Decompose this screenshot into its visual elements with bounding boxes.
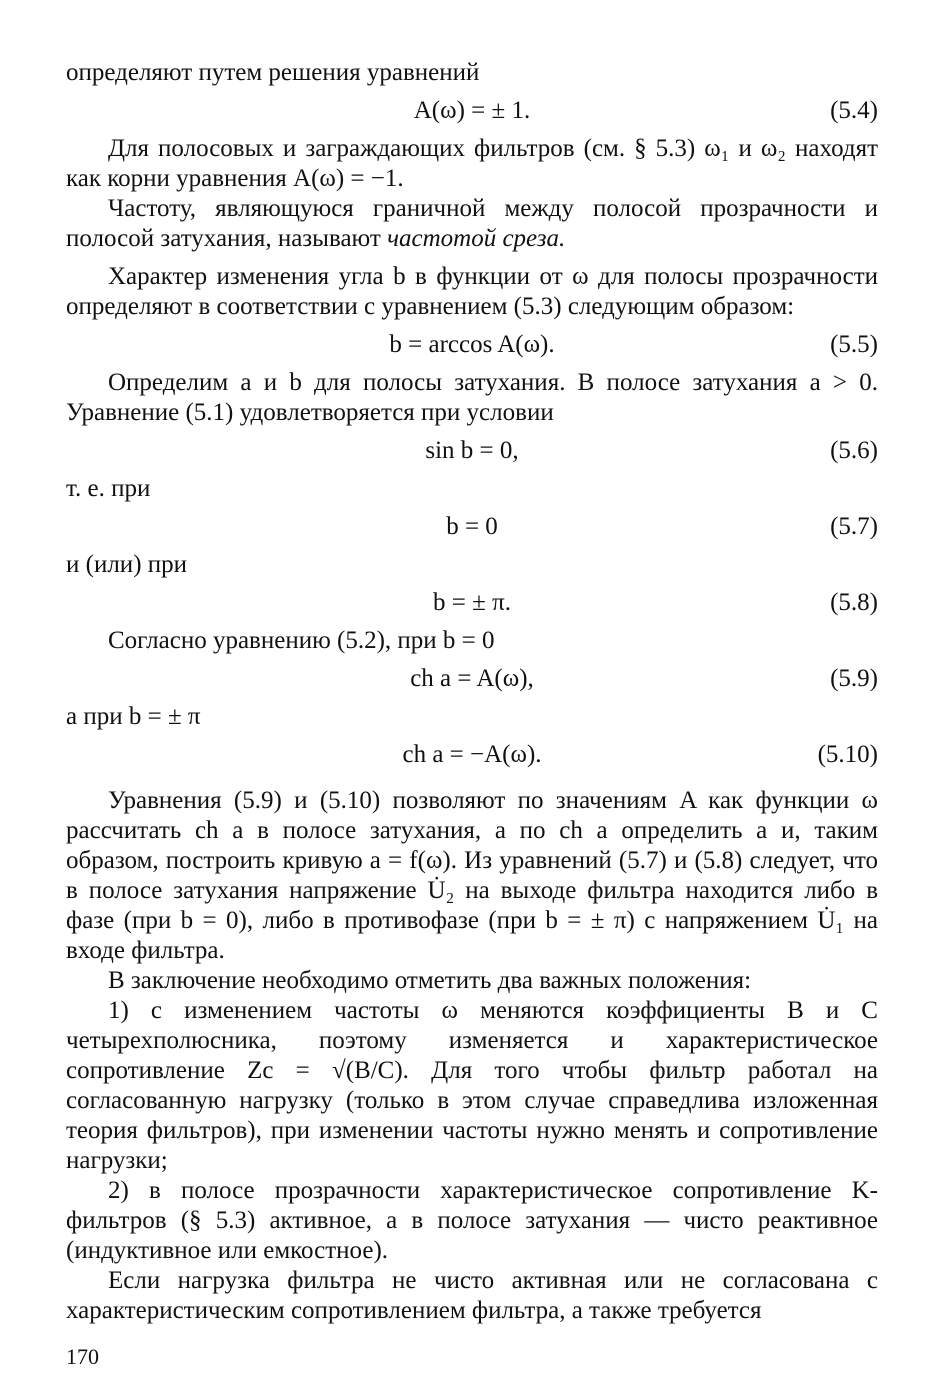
paragraph-cutoff-frequency xyxy=(66,194,878,254)
equation-formula: ch a = A(ω), xyxy=(410,665,534,692)
equation-number: (5.4) xyxy=(830,97,878,124)
equation-formula: b = arccos A(ω). xyxy=(389,331,555,358)
equation-5-7 xyxy=(66,504,878,550)
equation-5-9 xyxy=(66,656,878,702)
intro-line: определяют путем решения уравнений xyxy=(66,59,480,86)
equation-5-10 xyxy=(66,732,878,778)
equation-5-4 xyxy=(66,88,878,134)
equation-formula: sin b = 0, xyxy=(425,437,519,464)
term-cutoff-frequency: частотой среза. xyxy=(387,225,566,252)
text-t-e-pri: т. е. при xyxy=(66,475,151,502)
equation-5-8 xyxy=(66,580,878,626)
page-number: 170 xyxy=(66,1344,99,1369)
paragraph-load: Если нагрузка фильтра не чисто активная или не согласована с характеристическим сопротивлением фильтра, а также требуется xyxy=(66,1267,878,1324)
equation-number: (5.10) xyxy=(817,741,878,768)
equation-number: (5.8) xyxy=(830,589,878,616)
equation-formula: ch a = −A(ω). xyxy=(402,741,542,768)
equation-formula: A(ω) = ± 1. xyxy=(413,97,531,124)
paragraph-conclusion: В заключение необходимо отметить два важных положения: xyxy=(108,967,752,994)
equation-number: (5.5) xyxy=(830,331,878,358)
equation-formula: b = 0 xyxy=(446,513,498,540)
paragraph-equations-allow: Уравнения (5.9) и (5.10) позволяют по значениям A как функции ω рассчитать ch a в полосе затухания, а по ch a определить a и, таким образом, построить кривую a = f(ω). Из уравнений (5.7) и (5.8) следует, что в полосе затухания напряжение U̇₂ на выходе фильтра находится либо в фазе (при b = 0), либо в противофазе (при b = ± π) с напряжением U̇₁ на входе фильтра. xyxy=(66,787,878,964)
paragraph-text: Частоту, являющуюся граничной между полосой прозрачности и полосой затухания, называют xyxy=(66,195,878,252)
text-a-pri: а при b = ± π xyxy=(66,703,201,730)
text-i-ili-pri: и (или) при xyxy=(66,551,188,578)
paragraph-band-filters: Для полосовых и заграждающих фильтров (см. § 5.3) ω₁ и ω₂ находят как корни уравнения A(ω) = −1. xyxy=(66,135,878,192)
equation-5-5 xyxy=(66,322,878,368)
paragraph-attenuation: Определим a и b для полосы затухания. В полосе затухания a > 0. Уравнение (5.1) удовлетворяется при условии xyxy=(66,369,878,426)
equation-number: (5.7) xyxy=(830,513,878,540)
equation-number: (5.6) xyxy=(830,437,878,464)
equation-number: (5.9) xyxy=(830,665,878,692)
paragraph-point-1: 1) с изменением частоты ω меняются коэффициенты B и C четырехполюсника, поэтому изменяется и характеристическое сопротивление Zс = √(B/C). Для того чтобы фильтр работал на согласованную нагрузку (только в этом случае справедлива изложенная теория фильтров), при изменении частоты нужно менять и сопротивление нагрузки; xyxy=(66,997,878,1174)
paragraph-angle-b: Характер изменения угла b в функции от ω для полосы прозрачности определяют в соответствии с уравнением (5.3) следующим образом: xyxy=(66,263,878,320)
equation-5-6 xyxy=(66,428,878,474)
page-body xyxy=(66,58,878,1326)
paragraph-according-5-2: Согласно уравнению (5.2), при b = 0 xyxy=(108,627,495,654)
equation-formula: b = ± π. xyxy=(433,589,511,616)
paragraph-point-2: 2) в полосе прозрачности характеристическое сопротивление K-фильтров (§ 5.3) активное, а в полосе затухания — чисто реактивное (индуктивное или емкостное). xyxy=(66,1177,878,1264)
